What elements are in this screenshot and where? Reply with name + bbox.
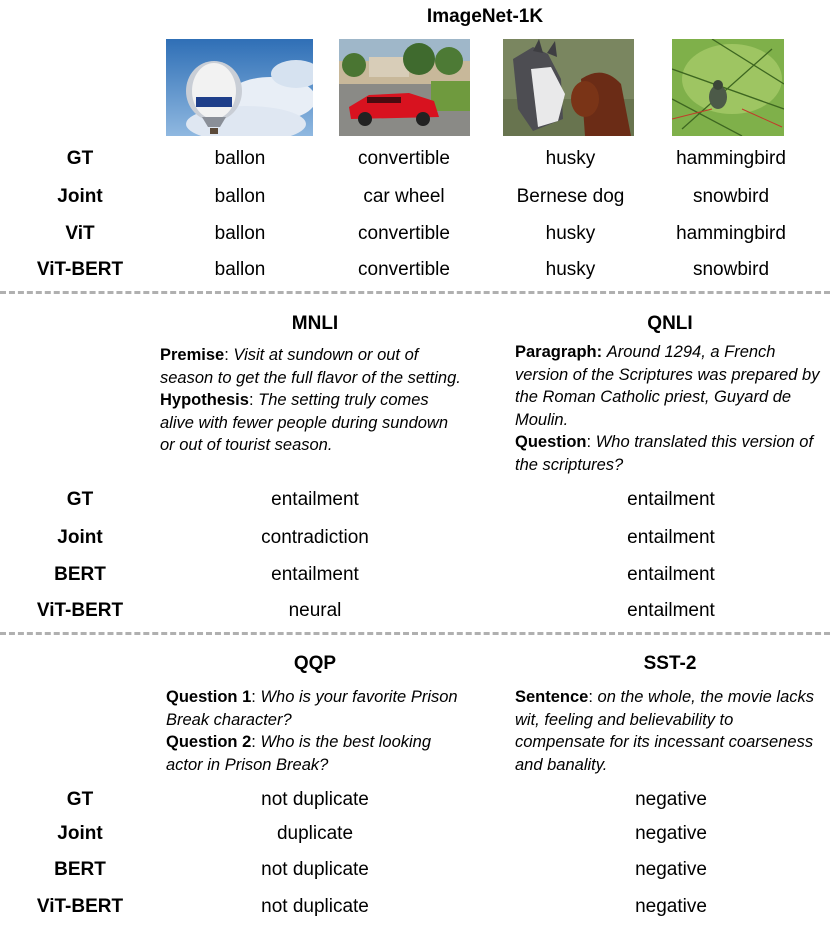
mnli-title: MNLI	[291, 313, 339, 334]
row-label-joint: Joint	[57, 527, 103, 548]
table-cell: duplicate	[276, 823, 354, 844]
table-cell: entailment	[271, 564, 359, 585]
table-cell: ballon	[214, 186, 266, 207]
question-2-label: Question 2	[166, 733, 252, 751]
table-cell: entailment	[627, 527, 715, 548]
sst2-title: SST-2	[643, 653, 697, 674]
imagenet-title: ImageNet-1K	[426, 6, 544, 27]
mnli-example: Premise: Visit at sundown or out of season to get the full flavor of the setting. Hypothesis: The setting truly comes alive with fewer people during sundown or out of tourist season.	[160, 346, 461, 454]
question-text: Who translated this version of the scriptures?	[515, 433, 814, 474]
hummingbird-photo	[672, 39, 784, 136]
table-cell: snowbird	[692, 186, 770, 207]
table-cell: Bernese dog	[516, 186, 625, 207]
table-cell: entailment	[627, 489, 715, 510]
table-cell: not duplicate	[261, 789, 369, 810]
premise-label: Premise	[160, 346, 225, 364]
table-cell: entailment	[271, 489, 359, 510]
husky-dog-photo	[503, 39, 634, 136]
hot-air-balloon-photo	[166, 39, 313, 136]
row-label-bert: BERT	[54, 859, 106, 880]
section-divider	[0, 291, 830, 294]
row-label-gt: GT	[66, 789, 94, 810]
table-cell: convertible	[358, 148, 450, 169]
table-cell: entailment	[627, 564, 715, 585]
red-convertible-photo	[339, 39, 470, 136]
paragraph-label: Paragraph:	[515, 343, 603, 361]
table-cell: neural	[288, 600, 342, 621]
section-divider	[0, 632, 830, 635]
row-label-gt: GT	[66, 489, 94, 510]
table-cell: husky	[545, 223, 596, 244]
row-label-joint: Joint	[57, 823, 103, 844]
sentence-label: Sentence	[515, 688, 589, 706]
table-cell: husky	[545, 148, 596, 169]
qnli-title: QNLI	[647, 313, 693, 334]
table-cell: husky	[545, 259, 596, 280]
table-cell: not duplicate	[261, 896, 369, 917]
table-cell: hammingbird	[676, 223, 786, 244]
hypothesis-text: The setting truly comes alive with fewer people during sundown or out of tourist season.	[160, 391, 449, 454]
table-cell: negative	[635, 823, 707, 844]
question-label: Question	[515, 433, 587, 451]
row-label-vit: ViT	[65, 223, 95, 244]
qqp-example: Question 1: Who is your favorite Prison Break character? Question 2: Who is the best looking actor in Prison Break?	[166, 688, 458, 774]
question-1-text: Who is your favorite Prison Break character?	[166, 688, 458, 729]
hypothesis-label: Hypothesis	[160, 391, 249, 409]
table-cell: convertible	[358, 223, 450, 244]
row-label-bert: BERT	[54, 564, 106, 585]
table-cell: entailment	[627, 600, 715, 621]
premise-text: Visit at sundown or out of season to get the full flavor of the setting.	[160, 346, 461, 387]
table-cell: convertible	[358, 259, 450, 280]
table-cell: negative	[635, 859, 707, 880]
table-cell: contradiction	[261, 527, 369, 548]
qnli-example: Paragraph: Around 1294, a French version of the Scriptures was prepared by the Roman Catholic priest, Guyard de Moulin. Question: Who translated this version of the scriptures?	[515, 343, 820, 474]
table-cell: car wheel	[363, 186, 445, 207]
table-cell: ballon	[214, 223, 266, 244]
table-cell: snowbird	[692, 259, 770, 280]
table-cell: hammingbird	[676, 148, 786, 169]
sentence-text: on the whole, the movie lacks wit, feeling and believability to compensate for its incessant coarseness and banality.	[515, 688, 814, 774]
row-label-vit-bert: ViT-BERT	[36, 259, 124, 280]
table-cell: negative	[635, 789, 707, 810]
row-label-gt: GT	[66, 148, 94, 169]
row-label-vit-bert: ViT-BERT	[36, 600, 124, 621]
paragraph-text: Around 1294, a French version of the Scriptures was prepared by the Roman Catholic priest, Guyard de Moulin.	[515, 343, 820, 429]
question-2-text: Who is the best looking actor in Prison Break?	[166, 733, 432, 774]
sst2-example: Sentence: on the whole, the movie lacks wit, feeling and believability to compensate for its incessant coarseness and banality.	[515, 688, 814, 774]
table-cell: ballon	[214, 259, 266, 280]
row-label-joint: Joint	[57, 186, 103, 207]
table-cell: negative	[635, 896, 707, 917]
table-cell: not duplicate	[261, 859, 369, 880]
row-label-vit-bert: ViT-BERT	[36, 896, 124, 917]
question-1-label: Question 1	[166, 688, 252, 706]
table-cell: ballon	[214, 148, 266, 169]
qqp-title: QQP	[293, 653, 337, 674]
